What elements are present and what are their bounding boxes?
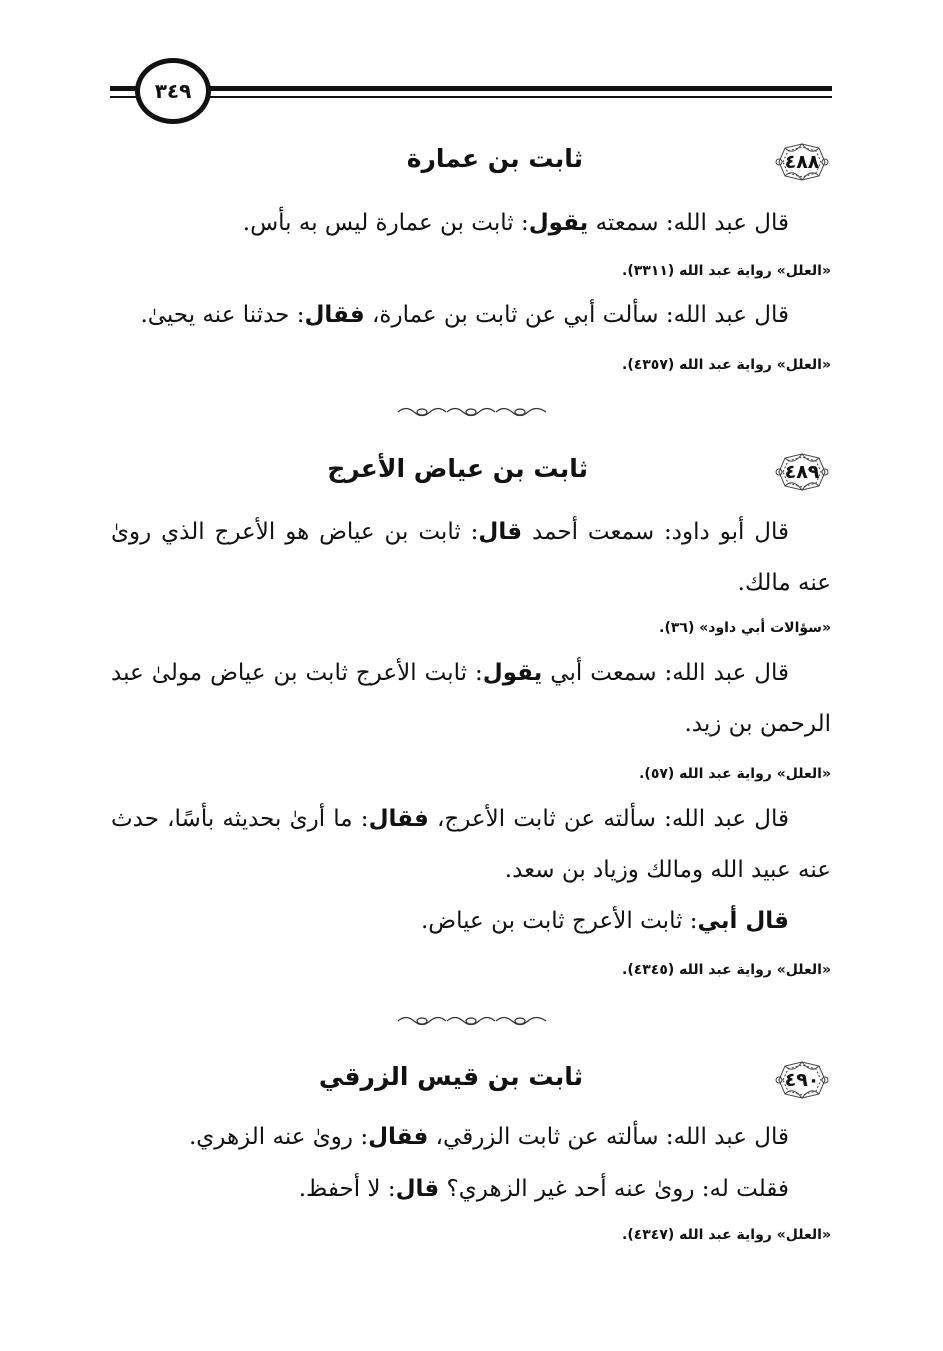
- paragraph-text: قال عبد الله: سألت أبي عن ثابت بن عمارة،: [364, 302, 789, 328]
- entry-paragraph: [111, 896, 831, 947]
- paragraph-text: قال عبد الله: سألته عن ثابت الأعرج،: [428, 806, 789, 832]
- entry-heading: [111, 1060, 833, 1104]
- entry-paragraph: [111, 507, 831, 609]
- entry-heading: [111, 142, 833, 186]
- source-citation: «العلل» رواية عبد الله (٤٣٤٧).: [622, 1227, 831, 1243]
- paragraph-text: قال عبد الله: سمعت أبي: [542, 660, 789, 686]
- paragraph-text: : ثابت الأعرج ثابت بن عياض مولىٰ عبد الرحمن بن زيد.: [111, 660, 831, 737]
- paragraph-text: قال عبد الله: سمعته: [588, 210, 789, 236]
- entry-title: ثابت بن عمارة: [406, 144, 583, 173]
- paragraph-text: : ما أرىٰ بحديثه بأسًا، حدث عنه عبيد الله ومالك وزياد بن سعد.: [111, 806, 831, 883]
- paragraph-keyword: يقول: [482, 660, 543, 686]
- entry-paragraph: [111, 794, 831, 896]
- ornament-divider-icon: [396, 1014, 548, 1028]
- source-citation: «العلل» رواية عبد الله (٤٣٤٥).: [622, 962, 831, 978]
- header-rule-thin: [110, 96, 832, 98]
- source-citation: «سؤالات أبي داود» (٣٦).: [659, 620, 831, 636]
- paragraph-text: فقلت له: روىٰ عنه أحد غير الزهري؟: [439, 1176, 789, 1202]
- entry-number-badge: [771, 1060, 833, 1100]
- paragraph-text: : لا أحفظ.: [298, 1176, 396, 1202]
- entry-paragraph: [111, 1164, 831, 1215]
- page-number: ٣٤٩: [135, 58, 211, 124]
- entry-number: ٤٨٨: [784, 151, 820, 173]
- entry-paragraph: [111, 290, 831, 341]
- ornament-divider-icon: [396, 405, 548, 419]
- source-citation: «العلل» رواية عبد الله (٣٣١١).: [622, 263, 831, 279]
- paragraph-keyword: فقال: [304, 302, 365, 328]
- entry-number-badge: [771, 452, 833, 492]
- entry-title: ثابت بن عياض الأعرج: [327, 454, 588, 483]
- entry-paragraph: [111, 648, 831, 750]
- paragraph-keyword: قال: [478, 519, 523, 545]
- paragraph-keyword: قال أبي: [697, 908, 789, 934]
- entry-paragraph: [111, 1112, 831, 1163]
- paragraph-text: قال عبد الله: سألته عن ثابت الزرقي،: [428, 1124, 789, 1150]
- paragraph-text: : حدثنا عنه يحيىٰ.: [140, 302, 305, 328]
- paragraph-keyword: يقول: [528, 210, 589, 236]
- entry-heading: [111, 452, 833, 496]
- entry-title: ثابت بن قيس الزرقي: [318, 1062, 583, 1091]
- entry-number: ٤٨٩: [784, 461, 820, 483]
- paragraph-text: قال أبو داود: سمعت أحمد: [522, 519, 789, 545]
- source-citation: «العلل» رواية عبد الله (٥٧).: [639, 766, 831, 782]
- entry-number-badge: [771, 142, 833, 182]
- paragraph-text: : ثابت بن عمارة ليس به بأس.: [242, 210, 529, 236]
- paragraph-text: : ثابت الأعرج ثابت بن عياض.: [420, 908, 698, 934]
- paragraph-keyword: فقال: [368, 806, 429, 832]
- paragraph-text: : ثابت بن عياض هو الأعرج الذي روىٰ عنه مالك.: [111, 519, 831, 596]
- paragraph-keyword: فقال: [368, 1124, 429, 1150]
- paragraph-keyword: قال: [395, 1176, 440, 1202]
- paragraph-text: : روىٰ عنه الزهري.: [188, 1124, 369, 1150]
- entry-paragraph: [111, 198, 831, 249]
- source-citation: «العلل» رواية عبد الله (٤٣٥٧).: [622, 357, 831, 373]
- entry-number: ٤٩٠: [784, 1069, 820, 1091]
- header-rule-thick: [110, 86, 832, 91]
